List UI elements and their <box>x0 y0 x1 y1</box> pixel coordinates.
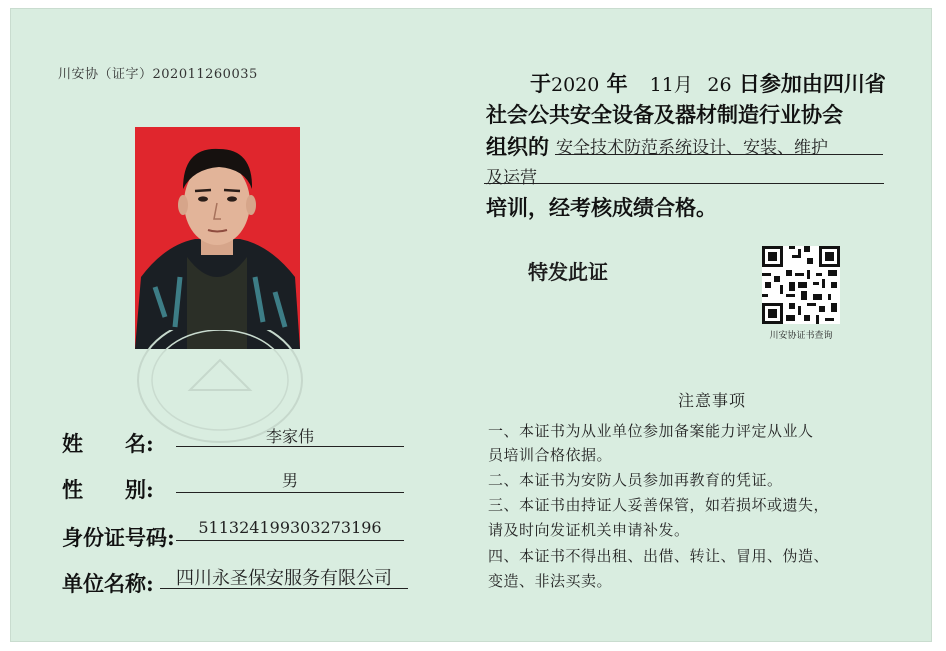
qr-code-icon <box>762 246 840 324</box>
note-line: 三、本证书由持证人妥善保管，如若损坏或遗失， <box>488 496 830 514</box>
unit-label: 单位名称: <box>62 571 154 596</box>
month-value: 11月 <box>649 74 693 96</box>
course-underline-2 <box>484 183 884 184</box>
id-label: 身份证号码: <box>62 525 175 550</box>
year-value: 2020 <box>551 74 600 96</box>
note-line: 变造、非法买卖。 <box>488 572 613 590</box>
course-name-part2: 及运营 <box>486 168 537 188</box>
certificate-number: 川安协（证字）202011260035 <box>58 67 258 82</box>
name-label: 姓 名: <box>62 431 154 456</box>
statement-line-1 <box>530 68 886 98</box>
statement-line-3-prefix: 组织的 <box>486 134 549 159</box>
unit-value: 四川永圣保安服务有限公司 <box>176 568 392 589</box>
qr-caption: 川安协证书查询 <box>769 331 833 341</box>
notes-title: 注意事项 <box>678 391 747 410</box>
line1-tail: 日参加由四川省 <box>738 71 886 96</box>
yu-text: 于 <box>530 71 551 96</box>
gender-label: 性 别: <box>62 477 154 502</box>
note-line: 员培训合格依据。 <box>488 446 613 464</box>
course-underline-1 <box>555 154 883 155</box>
note-line: 请及时向发证机关申请补发。 <box>488 521 690 539</box>
note-line: 四、本证书不得出租、出借、转让、冒用、伪造、 <box>488 547 830 565</box>
portrait-photo-icon <box>135 127 300 349</box>
special-issue-text: 特发此证 <box>528 260 608 284</box>
nian-text: 年 <box>606 71 628 96</box>
note-line: 二、本证书为安防人员参加再教育的凭证。 <box>488 471 783 489</box>
id-underline <box>176 540 404 541</box>
portrait-photo <box>135 127 300 349</box>
name-value: 李家伟 <box>265 427 314 446</box>
note-line: 一、本证书为从业单位参加备案能力评定从业人 <box>488 422 814 440</box>
id-number-value: 511324199303273196 <box>198 518 382 537</box>
course-name-part1: 安全技术防范系统设计、安装、维护 <box>556 138 828 158</box>
gender-value: 男 <box>281 471 298 490</box>
statement-line-4: 培训，经考核成绩合格。 <box>486 195 717 220</box>
statement-line-2: 社会公共安全设备及器材制造行业协会 <box>486 102 843 127</box>
day-value: 26 <box>707 74 732 96</box>
gender-underline <box>176 492 404 493</box>
